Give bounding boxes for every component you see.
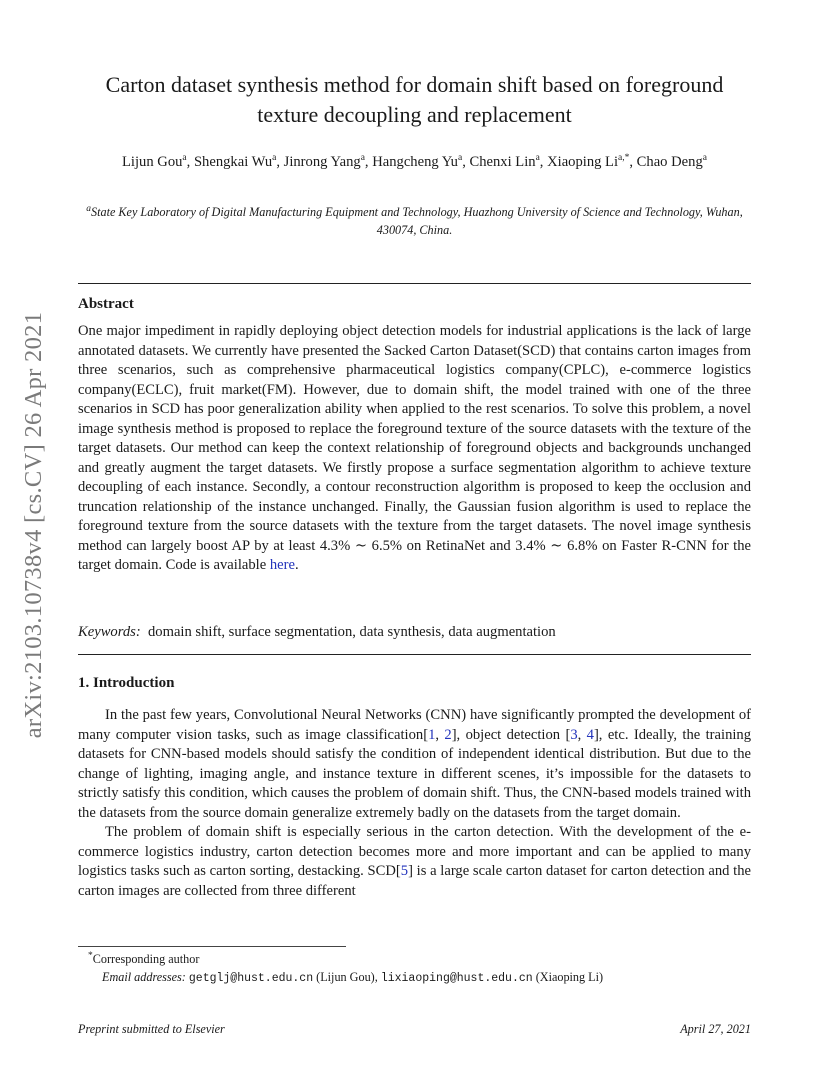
citation-link[interactable]: 3 bbox=[570, 726, 578, 743]
footnote-corresponding: *Corresponding author bbox=[88, 950, 200, 966]
paper-title: Carton dataset synthesis method for domain shift based on foreground texture decoupling and replacement bbox=[105, 72, 724, 127]
citation-link[interactable]: 2 bbox=[444, 726, 452, 743]
abstract-heading: Abstract bbox=[78, 296, 134, 312]
author-list: Lijun Gou$^a$, Shengkai Wu$^a$, Jinrong Yang$^a$, Hangcheng Yu$^a$, Chenxi Lin$^a$, Xiaoping $Li^{a,*}$, Chao Deng$^a$ bbox=[122, 153, 707, 170]
arxiv-id: arXiv:2103.10738v4 [cs.CV] 26 Apr 2021 bbox=[20, 311, 47, 739]
abstract-bottom-rule bbox=[78, 654, 751, 655]
email-address: lixiaoping@hust.edu.cn bbox=[380, 972, 533, 985]
arxiv-sidebar-stamp bbox=[12, 290, 56, 760]
author: Hangcheng Yu$^a$ bbox=[372, 153, 463, 170]
citation-link[interactable]: 5 bbox=[400, 863, 409, 879]
footer-preprint-note: Preprint submitted to Elsevier bbox=[78, 1022, 225, 1036]
paragraph: In the past few years, Convolutional Neural Networks (CNN) have significantly prompted the development of many computer vision tasks, such as image classification[1, 2], object detection [3, 4], etc. Ideally, the training datasets for CNN-based models should satisfy the condition of independent identical distribution. But due to the change of lighting, imaging angle, and instance texture in different scenes, it’s impossible for the datasets to strictly satisfy this condition, which causes the problem of domain shift. Thus, the CNN-based models trained with the datasets from the source domain generalize extremely badly on the datasets from the target domain. bbox=[78, 707, 752, 821]
author: Jinrong Yang$^a$ bbox=[283, 153, 365, 170]
code-link[interactable]: here bbox=[269, 557, 295, 573]
author: Chao Deng$^a$ bbox=[636, 153, 707, 170]
introduction-body bbox=[78, 706, 751, 901]
keywords-label: Keywords: bbox=[78, 624, 141, 640]
email-address: getglj@hust.edu.cn bbox=[188, 972, 314, 985]
top-rule bbox=[78, 283, 751, 284]
author: Xiaoping $Li^{a,*}$ bbox=[547, 153, 630, 170]
footer-date: April 27, 2021 bbox=[680, 1022, 751, 1036]
footnote-emails: Email addresses: getglj@hust.edu.cn (Lijun Gou), lixiaoping@hust.edu.cn (Xiaoping Li) bbox=[102, 970, 604, 985]
author: Shengkai Wu$^a$ bbox=[193, 153, 277, 170]
author: Chenxi Lin$^a$ bbox=[469, 153, 540, 170]
citation-link[interactable]: 4 bbox=[586, 726, 594, 743]
abstract-text: One major impediment in rapidly deploying object detection models for industrial applications is the lack of large annotated datasets. We currently have presented the Sacked Carton Dataset(SCD) that contains carton images from three scenarios, such as comprehensive pharmaceutical logistics company(CPLC), e-commerce logistics company(ECLC), fruit market(FM). However, due to domain shift, the model trained with one of the three scenarios in SCD has poor generalization ability when applied to the rest scenarios. To solve this problem, a novel image synthesis method is proposed to replace the foreground texture of the source datasets with the texture of the target datasets. Our method can keep the context relationship of foreground objects and backgrounds unchanged and greatly augment the target datasets. We firstly propose a surface segmentation algorithm to achieve texture decoupling of each instance. Secondly, a contour reconstruction algorithm is proposed to keep the occlusion and truncation relationship of the instance unchanged. Finally, the Gaussian fusion algorithm is used to replace the foreground texture from the source datasets with the texture from the target datasets. The novel image synthesis method can largely boost AP by at least 4.3% ∼ 6.5% on RetinaNet and 3.4% ∼ 6.8% on Faster R-CNN for the target domain. Code is available here. bbox=[78, 323, 751, 573]
paragraph: The problem of domain shift is especially serious in the carton detection. With the development of the e-commerce logistics industry, carton detection becomes more and more important and can be applied to many logistics tasks such as carton sorting, destacking. SCD[5] is a large scale carton dataset for carton detection and the carton images are collected from three different bbox=[78, 824, 751, 899]
keywords: Keywords: domain shift, surface segmentation, data synthesis, data augmentation bbox=[78, 624, 556, 640]
footnote bbox=[88, 950, 751, 988]
footnote-rule bbox=[78, 946, 346, 947]
citation-link[interactable]: 1 bbox=[428, 726, 436, 743]
section-heading-introduction: 1. Introduction bbox=[78, 675, 175, 691]
affiliation: $^a$State Key Laboratory of Digital Manufacturing Equipment and Technology, Huazhong University of Science and Technology, Wuhan, 430074, China. bbox=[86, 203, 743, 237]
author: Lijun Gou$^a$ bbox=[122, 153, 187, 170]
